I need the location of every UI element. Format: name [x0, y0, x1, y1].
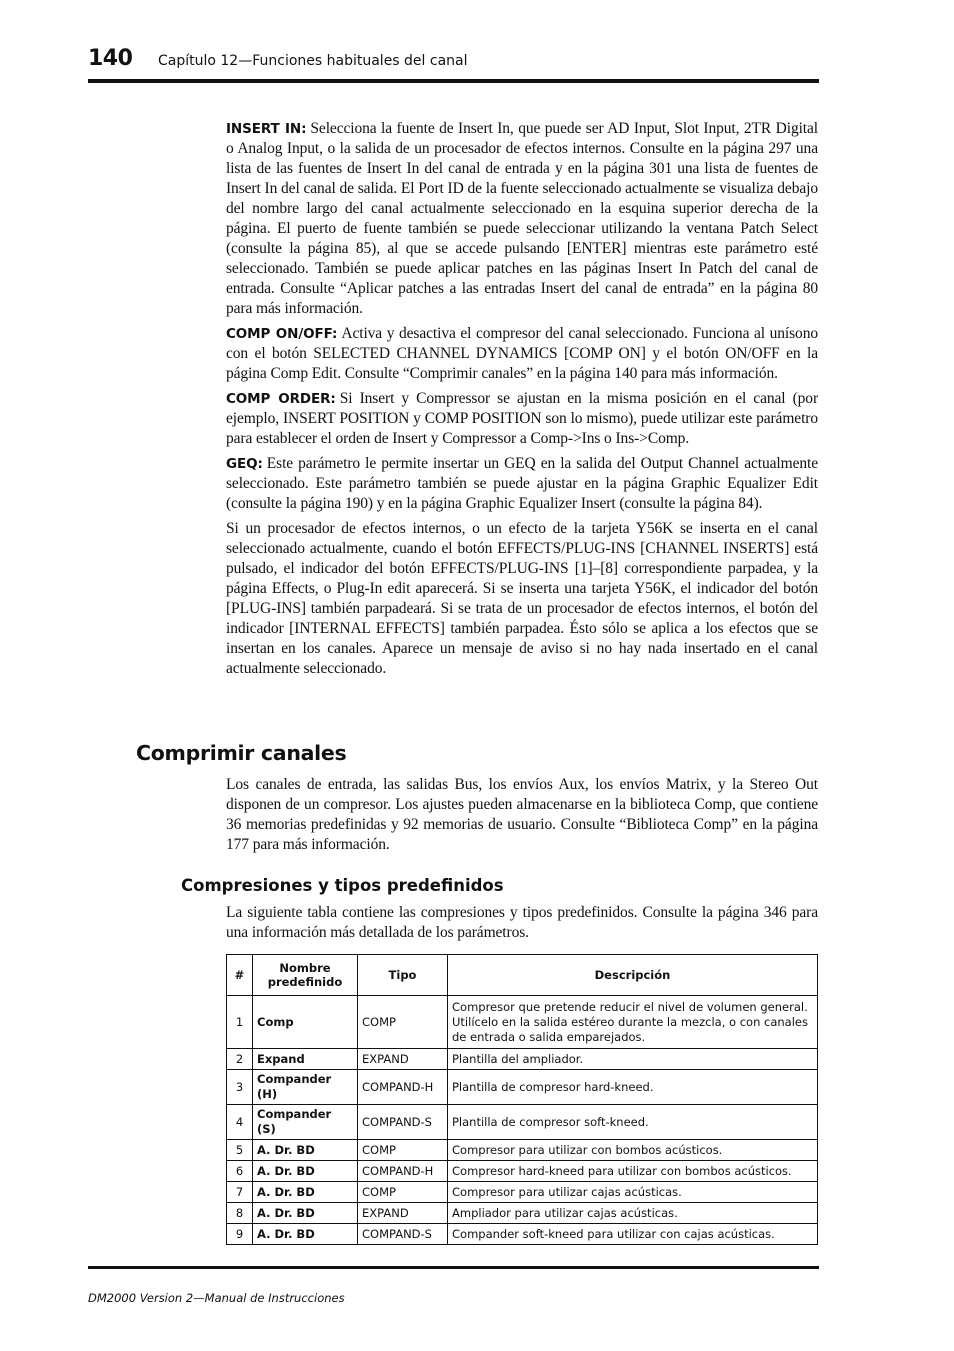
cell-name: A. Dr. BD — [253, 1203, 358, 1224]
table-row — [227, 996, 818, 1049]
cell-description: Compresor para utilizar con bombos acústicos. — [448, 1140, 818, 1161]
term-comp-order: COMP ORDER: — [226, 391, 336, 407]
paragraph-comp-order — [226, 389, 818, 449]
paragraph-insert-in — [226, 119, 818, 319]
column-header-type: Tipo — [358, 955, 448, 996]
cell-name: A. Dr. BD — [253, 1182, 358, 1203]
paragraph-effects-note — [226, 519, 818, 679]
paragraph-text: Si Insert y Compressor se ajustan en la misma posición en el canal (por ejemplo, INSERT POSITION y COMP POSITION son lo mismo), puede utilizar este parámetro para establecer el orden de Insert y Compressor a Comp->Ins o Ins->Comp. — [226, 390, 819, 447]
term-geq: GEQ: — [226, 456, 263, 472]
page-header — [88, 44, 819, 84]
subsection-paragraph: La siguiente tabla contiene las compresiones y tipos predefinidos. Consulte la página 346 para una información más detallada de los parámetros. — [226, 904, 818, 941]
section-paragraph: Los canales de entrada, las salidas Bus, los envíos Aux, los envíos Matrix, y la Stereo Out disponen de un compresor. Los ajustes pueden almacenarse en la biblioteca Comp, que contiene 36 memorias predefinidas y 92 memorias de usuario. Consulte “Biblioteca Comp” en la página 177 para más información. — [226, 776, 818, 853]
cell-type: COMPAND-S — [358, 1224, 448, 1245]
cell-name: A. Dr. BD — [253, 1140, 358, 1161]
term-insert-in: INSERT IN: — [226, 121, 307, 137]
cell-description: Plantilla del ampliador. — [448, 1049, 818, 1070]
section-intro — [226, 775, 818, 860]
cell-name: A. Dr. BD — [253, 1161, 358, 1182]
paragraph-text: Selecciona la fuente de Insert In, que puede ser AD Input, Slot Input, 2TR Digital o Analog Input, o la salida de un procesador de efectos internos. Consulte en la página 297 una lista de las fuentes de Insert In del canal de entrada y en la página 301 una lista de fuentes de Insert In del canal de salida. El Port ID de la fuente seleccionado actualmente se visualiza debajo del nombre largo del canal actualmente seleccionado en la esquina superior derecha de la página. El puerto de fuente también se puede seleccionar utilizando la ventana Patch Select (consulte la página 85), al que se accede pulsando [ENTER] mientras este parámetro esté seleccionado. También se puede aplicar patches en las páginas Insert In Patch del canal de entrada. Consulte “Aplicar patches a las entradas Insert del canal de entrada” en la página 80 para más información. — [226, 120, 818, 317]
paragraph-comp-on-off — [226, 324, 818, 384]
paragraph-text: Si un procesador de efectos internos, o un efecto de la tarjeta Y56K se inserta en el canal seleccionado actualmente, cuando el botón EFFECTS/PLUG-INS [CHANNEL INSERTS] está pulsado, el indicador del botón EFFECTS/PLUG-INS [1]–[8] correspondiente parpadea, y la página Effects, o Plug-In edit aparecerá. Si se inserta una tarjeta Y56K, el indicador del botón [PLUG-INS] también parpadeará. Si se trata de un procesador de efectos internos, el botón del indicador [INTERNAL EFFECTS] también parpadea. Ésto sólo se aplica a los efectos que se insertan en los canales. Aparece un mensaje de aviso si no hay nada insertado en el canal actualmente seleccionado. — [226, 520, 818, 677]
table-row — [227, 1049, 818, 1070]
cell-number: 4 — [227, 1105, 253, 1140]
table-row — [227, 1161, 818, 1182]
cell-name: Comp — [253, 996, 358, 1049]
preset-table — [226, 954, 818, 1245]
cell-type: EXPAND — [358, 1203, 448, 1224]
cell-description: Plantilla de compresor soft-kneed. — [448, 1105, 818, 1140]
cell-number: 3 — [227, 1070, 253, 1105]
table-row — [227, 1203, 818, 1224]
cell-type: COMP — [358, 1182, 448, 1203]
paragraph-text: Este parámetro le permite insertar un GEQ en la salida del Output Channel actualmente seleccionado. Este parámetro también se puede ajustar en la página Graphic Equalizer Edit (consulte la página 190) y en la página Graphic Equalizer Insert (consulte la página 84). — [226, 455, 818, 512]
cell-number: 9 — [227, 1224, 253, 1245]
term-comp-on-off: COMP ON/OFF: — [226, 326, 338, 342]
paragraph-geq — [226, 454, 818, 514]
header-rule — [88, 79, 819, 83]
cell-name: A. Dr. BD — [253, 1224, 358, 1245]
cell-number: 7 — [227, 1182, 253, 1203]
subsection-intro — [226, 903, 818, 948]
table-row — [227, 1224, 818, 1245]
table-row — [227, 1140, 818, 1161]
cell-type: COMP — [358, 1140, 448, 1161]
cell-number: 8 — [227, 1203, 253, 1224]
page-number: 140 — [88, 46, 133, 71]
cell-description: Plantilla de compresor hard-kneed. — [448, 1070, 818, 1105]
chapter-title: Capítulo 12—Funciones habituales del canal — [158, 53, 468, 69]
body-text — [226, 119, 818, 684]
cell-name: Compander (H) — [253, 1070, 358, 1105]
cell-type: COMPAND-S — [358, 1105, 448, 1140]
footer-text: DM2000 Version 2—Manual de Instrucciones — [88, 1291, 345, 1305]
cell-description: Compresor que pretende reducir el nivel de volumen general. Utilícelo en la salida estéreo durante la mezcla, o con canales de entrada o salida emparejados. — [448, 996, 818, 1049]
cell-type: COMP — [358, 996, 448, 1049]
cell-number: 5 — [227, 1140, 253, 1161]
table-header-row — [227, 955, 818, 996]
column-header-name: Nombre predefinido — [253, 955, 358, 996]
cell-description: Compresor para utilizar cajas acústicas. — [448, 1182, 818, 1203]
subsection-heading: Compresiones y tipos predefinidos — [181, 876, 504, 895]
footer-rule — [88, 1266, 819, 1269]
cell-number: 2 — [227, 1049, 253, 1070]
cell-type: EXPAND — [358, 1049, 448, 1070]
cell-description: Compresor hard-kneed para utilizar con bombos acústicos. — [448, 1161, 818, 1182]
table-row — [227, 1105, 818, 1140]
cell-type: COMPAND-H — [358, 1070, 448, 1105]
paragraph-text: Activa y desactiva el compresor del canal seleccionado. Funciona al unísono con el botón SELECTED CHANNEL DYNAMICS [COMP ON] y el botón ON/OFF en la página Comp Edit. Consulte “Comprimir canales” en la página 140 para más información. — [226, 325, 818, 382]
table-row — [227, 1182, 818, 1203]
table-row — [227, 1070, 818, 1105]
cell-description: Ampliador para utilizar cajas acústicas. — [448, 1203, 818, 1224]
column-header-description: Descripción — [448, 955, 818, 996]
cell-name: Expand — [253, 1049, 358, 1070]
section-heading: Comprimir canales — [136, 741, 347, 765]
cell-description: Compander soft-kneed para utilizar con cajas acústicas. — [448, 1224, 818, 1245]
cell-name: Compander (S) — [253, 1105, 358, 1140]
cell-type: COMPAND-H — [358, 1161, 448, 1182]
cell-number: 6 — [227, 1161, 253, 1182]
column-header-number: # — [227, 955, 253, 996]
cell-number: 1 — [227, 996, 253, 1049]
